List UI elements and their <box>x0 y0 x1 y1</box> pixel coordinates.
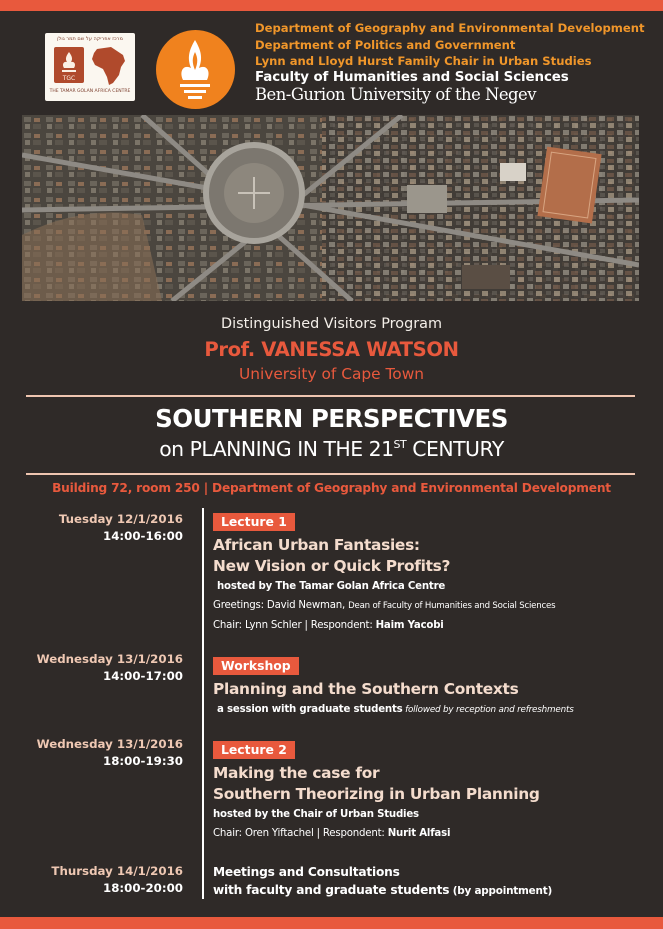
svg-text:TGC: TGC <box>62 75 76 82</box>
event-day: Thursday 14/1/2016 <box>51 864 183 878</box>
respondent-label: | Respondent: <box>313 828 388 839</box>
schedule-event <box>213 863 653 900</box>
divider-bottom <box>26 473 635 475</box>
department-politics: Department of Politics and Government <box>255 37 516 52</box>
header-institution-text <box>255 20 645 104</box>
respondent-name: Haim Yacobi <box>375 620 444 631</box>
subtitle-suffix: CENTURY <box>406 437 504 461</box>
series-subtitle <box>0 437 663 461</box>
event-tag: Lecture 1 <box>213 513 295 531</box>
schedule-event <box>213 655 653 720</box>
greetings-role: Dean of Faculty of Humanities and Social Sciences <box>348 601 556 611</box>
chair-name: Lynn Schler <box>244 620 302 631</box>
meeting-line: Meetings and Consultations <box>213 865 400 879</box>
chair-name: Oren Yiftachel <box>244 828 314 839</box>
event-datetime <box>37 736 183 770</box>
event-title-line: Planning and the Southern Contexts <box>213 680 519 698</box>
urban-studies-chair: Lynn and Lloyd Hurst Family Chair in Urban Studies <box>255 54 592 69</box>
event-datetime <box>51 863 183 897</box>
event-title-line: African Urban Fantasies: <box>213 536 420 554</box>
event-chair-respondent <box>213 616 653 635</box>
event-location: Building 72, room 250 | Department of Geography and Environmental Development <box>52 481 611 495</box>
event-tag: Workshop <box>213 657 299 675</box>
event-note <box>213 700 653 720</box>
event-title-line: Southern Theorizing in Urban Planning <box>213 785 540 803</box>
africa-centre-logo <box>45 33 135 101</box>
schedule-timeline-line <box>202 508 204 899</box>
note-bold: a session with graduate students <box>217 704 403 715</box>
africa-centre-logo-hebrew: מרכז אפריקה על שם תמר גולן <box>57 36 123 42</box>
event-time: 14:00-16:00 <box>103 529 183 543</box>
speaker-name: Prof. VANESSA WATSON <box>204 338 459 361</box>
top-accent-band <box>0 0 663 11</box>
event-day: Tuesday 12/1/2016 <box>58 512 183 526</box>
event-title-line: New Vision or Quick Profits? <box>213 557 451 575</box>
bgu-logo <box>156 30 235 109</box>
event-datetime <box>59 511 183 545</box>
africa-map-icon <box>89 45 129 87</box>
meeting-note: (by appointment) <box>449 885 553 897</box>
event-datetime <box>37 651 183 685</box>
series-title: SOUTHERN PERSPECTIVES <box>155 404 508 433</box>
event-tag: Lecture 2 <box>213 741 295 759</box>
chair-label: Chair: <box>213 620 245 631</box>
subtitle-prefix: on PLANNING IN THE 21 <box>159 437 394 461</box>
program-name: Distinguished Visitors Program <box>221 316 442 332</box>
greetings-label: Greetings: <box>213 600 267 611</box>
event-chair-respondent <box>213 824 653 843</box>
event-time: 18:00-20:00 <box>103 881 183 895</box>
speaker-affiliation: University of Cape Town <box>238 365 425 383</box>
event-greetings <box>213 596 653 616</box>
event-title-line: Making the case for <box>213 764 380 782</box>
bgu-flame-icon <box>156 30 235 109</box>
subtitle-ordinal-suffix: ST <box>393 438 407 452</box>
africa-centre-logo-english: THE TAMAR GOLAN AFRICA CENTRE <box>49 89 131 94</box>
respondent-label: | Respondent: <box>301 620 376 631</box>
greetings-name: David Newman, <box>266 600 349 611</box>
event-day: Wednesday 13/1/2016 <box>36 652 183 666</box>
department-geography: Department of Geography and Environmental Development <box>255 21 645 35</box>
chair-label: Chair: <box>213 828 245 839</box>
event-host: hosted by the Chair of Urban Studies <box>213 809 419 820</box>
university-name: Ben-Gurion University of the Negev <box>255 85 537 105</box>
event-host <box>213 577 653 596</box>
note-italic: followed by reception and refreshments <box>402 705 574 715</box>
schedule-event <box>213 511 653 635</box>
bottom-accent-band <box>0 917 663 929</box>
divider-top <box>26 395 635 397</box>
event-day: Wednesday 13/1/2016 <box>36 737 183 751</box>
aerial-city-photo <box>22 115 639 301</box>
event-time: 18:00-19:30 <box>103 754 183 768</box>
meeting-line <box>213 881 653 900</box>
host-label: hosted by <box>217 581 276 592</box>
event-time: 14:00-17:00 <box>103 669 183 683</box>
respondent-name: Nurit Alfasi <box>387 828 451 839</box>
africa-centre-emblem <box>54 47 84 83</box>
meeting-line-text: with faculty and graduate students <box>213 883 450 897</box>
schedule-event <box>213 739 653 843</box>
host-name: The Tamar Golan Africa Centre <box>275 581 446 592</box>
faculty-name: Faculty of Humanities and Social Sciences <box>255 69 569 85</box>
